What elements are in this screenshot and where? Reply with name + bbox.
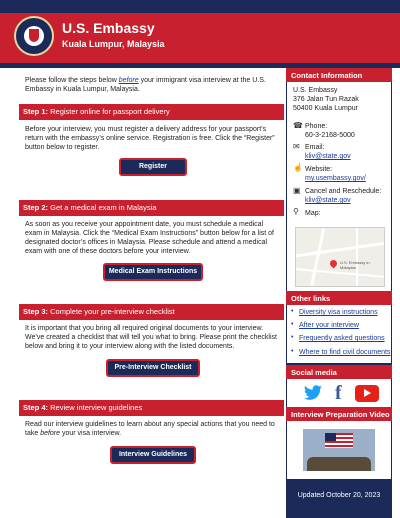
video-heading: Interview Preparation Video xyxy=(286,407,392,421)
header-banner xyxy=(0,13,400,63)
contact-heading: Contact Information xyxy=(286,68,392,82)
step-1-number: Step 1: xyxy=(23,107,49,116)
website-label: Website: xyxy=(305,166,333,173)
map-road xyxy=(356,228,358,287)
contact-address-line-3: 50400 Kuala Lumpur xyxy=(293,105,358,112)
step-1-text: Before your interview, you must register a delivery address for your passport’s return with the embassy’s online service. Registration is free. Click the “Register” button below to register. xyxy=(25,126,275,151)
interview-video-thumbnail[interactable] xyxy=(303,429,375,471)
other-link-civil-documents[interactable]: Where to find civil documents xyxy=(299,349,391,356)
bullet-icon: • xyxy=(291,321,294,328)
facebook-icon[interactable]: f xyxy=(335,382,342,404)
step-2-title: Get a medical exam in Malaysia xyxy=(50,203,157,212)
header-top-band xyxy=(0,0,400,13)
other-link-diversity-visa[interactable]: Diversity visa instructions xyxy=(299,309,378,316)
map-label: Map: xyxy=(305,210,321,217)
cancel-reschedule-email-link[interactable]: kliv@state.gov xyxy=(305,197,351,204)
sidebar xyxy=(286,68,392,518)
page-title: U.S. Embassy xyxy=(62,20,155,36)
bullet-icon: • xyxy=(291,348,294,355)
email-link[interactable]: kliv@state.gov xyxy=(305,153,351,160)
contact-panel xyxy=(287,82,391,292)
other-links-heading: Other links xyxy=(286,291,392,305)
map-road xyxy=(296,242,385,257)
phone-icon: ☎ xyxy=(293,121,303,130)
step-4-header xyxy=(19,400,284,416)
seal-shield xyxy=(29,29,39,42)
register-button[interactable]: Register xyxy=(119,158,187,176)
step-3-header xyxy=(19,304,284,320)
step-1-header xyxy=(19,104,284,120)
twitter-icon[interactable] xyxy=(303,385,323,401)
pointer-hand-icon: ☝ xyxy=(293,163,303,172)
intro-text: Please follow the steps below xyxy=(25,77,119,84)
step-4-text xyxy=(25,420,280,438)
map-road xyxy=(310,228,325,287)
intro-paragraph xyxy=(25,76,280,94)
phone-label: Phone: xyxy=(305,123,328,130)
step-4-number: Step 4: xyxy=(23,403,49,412)
step-4-title: Review interview guidelines xyxy=(50,403,143,412)
video-panel xyxy=(287,421,391,479)
contact-address-line-1: U.S. Embassy xyxy=(293,87,338,94)
step-2-text: As soon as you receive your appointment date, you must schedule a medical exam in Malaysia. Click the “Medical Exam Instructions” button below for a list of designated doctor’s offices in Malaysia. Please schedule and attend a medical exam with one of these doctors before your interview. xyxy=(25,221,274,255)
social-media-panel xyxy=(287,379,391,409)
intro-emphasis: before xyxy=(118,77,139,84)
step-4-text-start: Read our interview guidelines to learn about any special actions that you need to take xyxy=(25,421,275,437)
bullet-icon: • xyxy=(291,334,294,341)
other-link-after-interview[interactable]: After your interview xyxy=(299,322,359,329)
flag-canton xyxy=(325,433,336,441)
pre-interview-checklist-button[interactable]: Pre-Interview Checklist xyxy=(106,359,200,377)
email-icon: ✉ xyxy=(293,142,300,151)
other-link-faq[interactable]: Frequently asked questions xyxy=(299,335,385,342)
updated-date: Updated October 20, 2023 xyxy=(297,492,381,499)
social-media-heading: Social media xyxy=(286,365,392,379)
interview-guidelines-button[interactable]: Interview Guidelines xyxy=(110,446,196,464)
step-1-title: Register online for passport delivery xyxy=(50,107,170,116)
step-3-text: It is important that you bring all required original documents to your interview. We’ve created a checklist that will tell you what to bring. Please print the checklist below and bring it to your interview along with the listed documents. xyxy=(25,325,277,350)
email-label: Email: xyxy=(305,144,325,151)
step-2-header xyxy=(19,200,284,216)
youtube-icon[interactable] xyxy=(355,385,379,402)
medical-exam-instructions-button[interactable]: Medical Exam Instructions xyxy=(103,263,203,281)
map-icon: ⚲ xyxy=(293,207,299,216)
embassy-seal-icon xyxy=(14,16,54,56)
step-2-number: Step 2: xyxy=(23,203,49,212)
other-links-panel xyxy=(287,305,391,363)
people-graphic xyxy=(307,457,371,471)
calendar-icon: ▣ xyxy=(293,186,301,195)
play-icon xyxy=(364,389,371,397)
intro-text-end: your immigrant visa interview at the U.S. Embassy in Kuala Lumpur, Malaysia. xyxy=(25,77,266,93)
website-link[interactable]: my.usembassy.gov/ xyxy=(305,175,366,182)
step-3-title: Complete your pre-interview checklist xyxy=(50,307,175,316)
cancel-reschedule-label: Cancel and Reschedule: xyxy=(305,188,382,195)
step-4-emphasis: before xyxy=(40,430,61,437)
map-pin-label: U.S. Embassy in Malaysia xyxy=(340,260,370,270)
step-3-number: Step 3: xyxy=(23,307,49,316)
bullet-icon: • xyxy=(291,308,294,315)
page-subtitle: Kuala Lumpur, Malaysia xyxy=(62,39,165,49)
embassy-map[interactable] xyxy=(295,227,385,287)
map-pin-icon xyxy=(329,259,339,269)
phone-number: 60-3-2168-5000 xyxy=(305,132,355,139)
step-4-text-end: your visa interview. xyxy=(60,430,122,437)
contact-address-line-2: 376 Jalan Tun Razak xyxy=(293,96,359,103)
